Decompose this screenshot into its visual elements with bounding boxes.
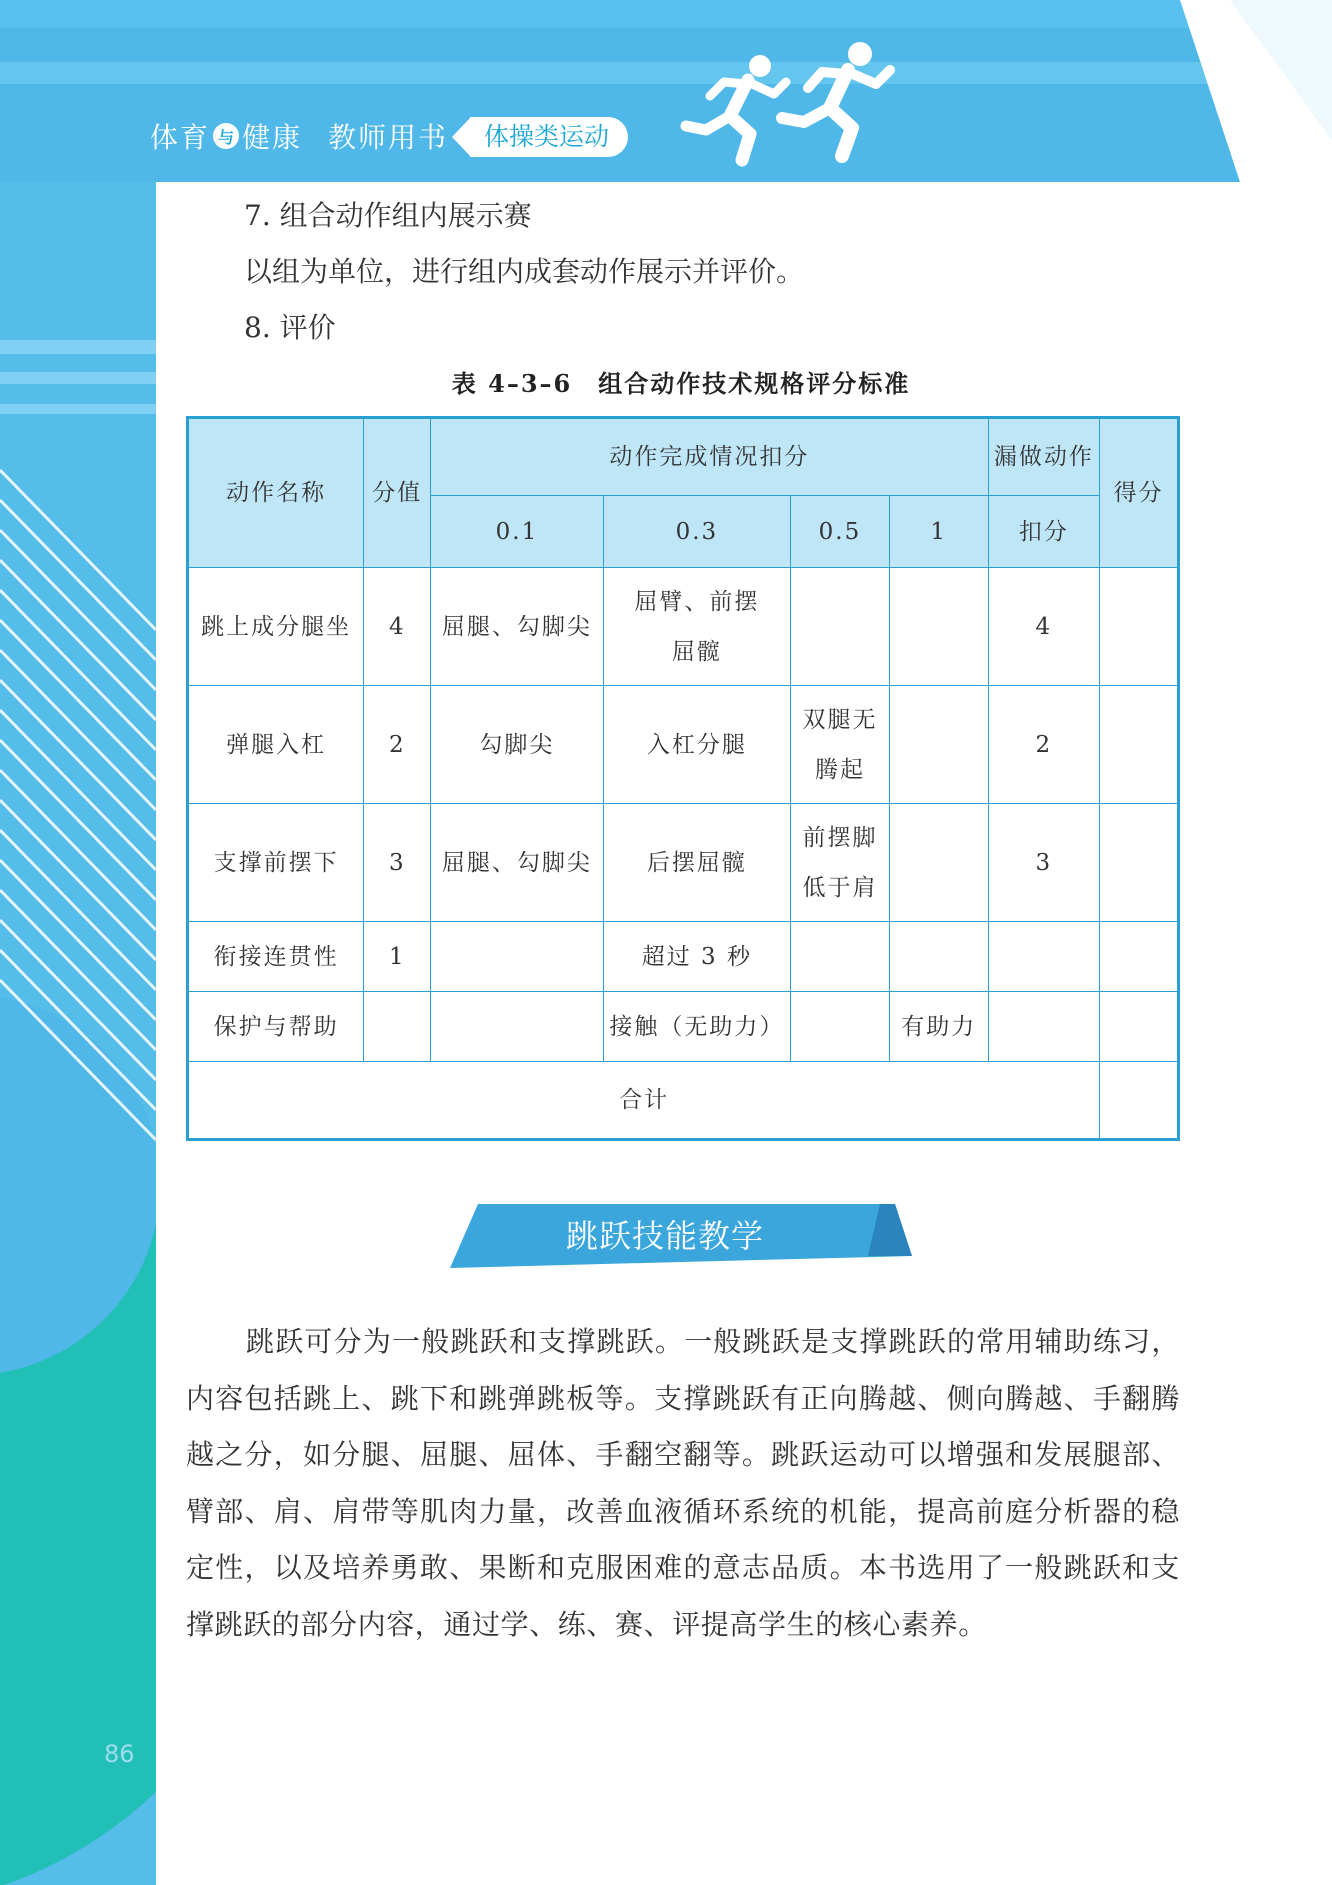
cell-d3 (791, 804, 890, 922)
cell-d2: 超过 3 秒 (603, 922, 790, 992)
header-deduction: 动作完成情况扣分 (431, 418, 988, 496)
header-result: 得分 (1100, 418, 1179, 568)
header-name: 动作名称 (188, 418, 364, 568)
cell-omit: 4 (988, 568, 1100, 686)
cell-d1: 屈腿、勾脚尖 (431, 568, 603, 686)
cell-d2: 后摆屈髋 (603, 804, 790, 922)
cell-d2-line2: 屈髋 (671, 638, 722, 665)
cell-omit: 2 (988, 686, 1100, 804)
cell-d2 (603, 568, 790, 686)
header-score: 分值 (364, 418, 431, 568)
item8-title: 8. 评价 (244, 311, 336, 344)
page-number: 86 (104, 1740, 135, 1768)
cell-d1: 屈腿、勾脚尖 (431, 804, 603, 922)
table-row (188, 568, 1179, 686)
section-paragraph: 跳跃可分为一般跳跃和支撑跳跃。一般跳跃是支撑跳跃的常用辅助练习，内容包括跳上、跳下和跳弹跳板等。支撑跳跃有正向腾越、侧向腾越、手翻腾越之分，如分腿、屈腿、屈体、手翻空翻等。跳跃运动可以增强和发展腿部、臂部、肩、肩带等肌肉力量，改善血液循环系统的机能，提高前庭分析器的稳定性，以及培养勇敢、果断和克服困难的意志品质。本书选用了一般跳跃和支撑跳跃的部分内容，通过学、练、赛、评提高学生的核心素养。 (186, 1325, 1180, 1641)
cell-score: 3 (364, 804, 431, 922)
cell-d3-line1: 双腿无 (802, 706, 878, 733)
header-omit-bottom: 扣分 (988, 496, 1100, 568)
table-total-row (188, 1062, 1179, 1140)
item7-body: 以组为单位，进行组内成套动作展示并评价。 (244, 255, 805, 288)
cell-result (1100, 922, 1179, 992)
cell-d1 (431, 992, 603, 1062)
total-value (1100, 1062, 1179, 1140)
cell-result (1100, 804, 1179, 922)
cell-name: 保护与帮助 (188, 992, 364, 1062)
cell-d2: 接触（无助力） (603, 992, 790, 1062)
cell-d3-line2: 腾起 (814, 756, 865, 783)
cell-d4 (889, 922, 988, 992)
cell-score: 4 (364, 568, 431, 686)
cell-omit: 3 (988, 804, 1100, 922)
cell-score: 2 (364, 686, 431, 804)
header-d4: 1 (889, 496, 988, 568)
table-row (188, 922, 1179, 992)
cell-score (364, 992, 431, 1062)
cell-d4 (889, 568, 988, 686)
cell-d3 (791, 686, 890, 804)
cell-d3-line2: 低于肩 (802, 874, 878, 901)
table-header-row (188, 418, 1179, 496)
title-sub: 教师用书 (328, 121, 449, 154)
cell-name: 衔接连贯性 (188, 922, 364, 992)
item7-title: 7. 组合动作组内展示赛 (244, 199, 532, 232)
cell-score: 1 (364, 922, 431, 992)
table-caption: 表 4–3–6 组合动作技术规格评分标准 (451, 369, 911, 398)
header-omit-top: 漏做动作 (988, 418, 1100, 496)
title-yu-badge: 与 (213, 123, 239, 149)
table-row (188, 686, 1179, 804)
cell-d2-line1: 屈臂、前摆 (634, 588, 760, 615)
chapter-tag: 体操类运动 (470, 117, 628, 157)
title-part1: 体育 (150, 121, 211, 154)
section-title: 跳跃技能教学 (565, 1217, 764, 1255)
cell-d3 (791, 992, 890, 1062)
cell-omit (988, 992, 1100, 1062)
cell-d4 (889, 686, 988, 804)
cell-d1: 勾脚尖 (431, 686, 603, 804)
cell-d3 (791, 922, 890, 992)
cell-d3-line1: 前摆脚 (802, 824, 878, 851)
header-d3: 0.5 (791, 496, 890, 568)
cell-d2: 入杠分腿 (603, 686, 790, 804)
header-d2: 0.3 (603, 496, 790, 568)
cell-d1 (431, 922, 603, 992)
cell-d3 (791, 568, 890, 686)
title-part2: 健康 (242, 121, 303, 154)
cell-result (1100, 686, 1179, 804)
table-row (188, 804, 1179, 922)
total-label: 合计 (188, 1062, 1100, 1140)
cell-d4 (889, 804, 988, 922)
cell-name: 支撑前摆下 (188, 804, 364, 922)
book-title (150, 116, 448, 156)
table-row (188, 992, 1179, 1062)
cell-result (1100, 992, 1179, 1062)
cell-omit (988, 922, 1100, 992)
chapter-tag-arrow (452, 117, 471, 157)
score-table (186, 416, 1180, 1141)
header-d1: 0.1 (431, 496, 603, 568)
cell-name: 跳上成分腿坐 (188, 568, 364, 686)
cell-d4: 有助力 (889, 992, 988, 1062)
cell-name: 弹腿入杠 (188, 686, 364, 804)
cell-result (1100, 568, 1179, 686)
